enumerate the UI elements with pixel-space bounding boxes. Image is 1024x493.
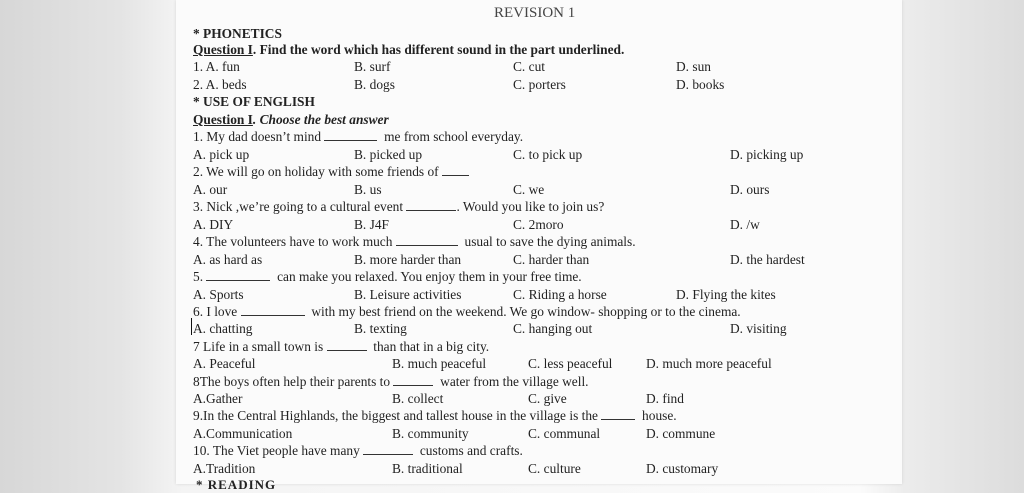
phonetics-2-option-c: C. porters bbox=[513, 77, 566, 92]
question-4-option-b: B. more harder than bbox=[354, 252, 462, 267]
question-7-option-a: A. Peaceful bbox=[193, 356, 256, 371]
question-4-stem: 4. The volunteers have to work much usual to save the dying animals. bbox=[193, 234, 636, 249]
question-8-option-b: B. collect bbox=[392, 391, 444, 406]
question-5-option-c: C. Riding a horse bbox=[513, 287, 607, 302]
question-label: Question I bbox=[193, 112, 253, 127]
question-3-stem: 3. Nick ,we’re going to a cultural event . Would you like to join us? bbox=[193, 199, 605, 214]
question-6-option-c: C. hanging out bbox=[513, 321, 593, 336]
question-3-option-a: A. DIY bbox=[193, 217, 234, 232]
question-3-option-c: C. 2moro bbox=[513, 217, 564, 232]
question-5-stem: 5. can make you relaxed. You enjoy them in your free time. bbox=[193, 269, 582, 284]
question-8-option-a: A.Gather bbox=[193, 391, 243, 406]
question-3-option-d: D. /w bbox=[730, 217, 760, 232]
question-7-option-b: B. much peaceful bbox=[392, 356, 487, 371]
question-9-option-c: C. communal bbox=[528, 426, 601, 441]
answer-blank bbox=[601, 408, 635, 420]
section-heading-use-of-english: * USE OF ENGLISH bbox=[193, 94, 315, 109]
question-10-option-d: D. customary bbox=[646, 461, 719, 476]
question-6-option-d: D. visiting bbox=[730, 321, 787, 336]
answer-blank bbox=[324, 129, 377, 141]
question-heading-phonetics bbox=[193, 42, 624, 57]
phonetics-1-option-c: C. cut bbox=[513, 59, 545, 74]
question-2-stem: 2. We will go on holiday with some friends of bbox=[193, 164, 469, 179]
question-1-stem: 1. My dad doesn’t mind me from school everyday. bbox=[193, 129, 524, 144]
question-4-option-a: A. as hard as bbox=[193, 252, 263, 267]
answer-blank bbox=[363, 443, 413, 455]
question-8-stem: 8The boys often help their parents to water from the village well. bbox=[193, 374, 589, 389]
question-10-option-a: A.Tradition bbox=[193, 461, 256, 476]
question-8-option-d: D. find bbox=[646, 391, 684, 406]
text-cursor bbox=[191, 318, 192, 335]
question-5-option-b: B. Leisure activities bbox=[354, 287, 462, 302]
section-heading-phonetics: * PHONETICS bbox=[193, 26, 282, 41]
question-8-option-c: C. give bbox=[528, 391, 567, 406]
question-7-option-d: D. much more peaceful bbox=[646, 356, 772, 371]
question-6-option-a: A. chatting bbox=[193, 321, 253, 336]
question-label: Question I bbox=[193, 42, 253, 57]
question-9-option-a: A.Communication bbox=[193, 426, 293, 441]
answer-blank bbox=[442, 164, 469, 176]
question-3-option-b: B. J4F bbox=[354, 217, 389, 232]
phonetics-1-option-a: 1. A. fun bbox=[193, 59, 240, 74]
question-6-option-b: B. texting bbox=[354, 321, 407, 336]
page-title: REVISION 1 bbox=[494, 5, 576, 21]
question-9-option-b: B. community bbox=[392, 426, 469, 441]
answer-blank bbox=[406, 199, 456, 211]
question-instruction: . Choose the best answer bbox=[252, 112, 389, 127]
question-2-option-c: C. we bbox=[513, 182, 545, 197]
question-instruction: . Find the word which has different sound in the part underlined. bbox=[252, 42, 625, 57]
question-1-option-d: D. picking up bbox=[730, 147, 804, 162]
answer-blank bbox=[241, 304, 305, 316]
question-1-option-a: A. pick up bbox=[193, 147, 250, 162]
answer-blank bbox=[396, 234, 458, 246]
question-4-option-d: D. the hardest bbox=[730, 252, 805, 267]
phonetics-1-option-b: B. surf bbox=[354, 59, 391, 74]
answer-blank bbox=[206, 269, 270, 281]
phonetics-1-option-d: D. sun bbox=[676, 59, 711, 74]
phonetics-2-option-a: 2. A. beds bbox=[193, 77, 247, 92]
question-7-option-c: C. less peaceful bbox=[528, 356, 613, 371]
answer-blank bbox=[327, 339, 367, 351]
question-6-stem: 6. I love with my best friend on the weekend. We go window- shopping or to the cinema. bbox=[193, 304, 741, 319]
question-9-option-d: D. commune bbox=[646, 426, 716, 441]
section-heading-reading: * READING bbox=[196, 477, 277, 492]
question-7-stem: 7 Life in a small town is than that in a big city. bbox=[193, 339, 490, 354]
phonetics-2-option-b: B. dogs bbox=[354, 77, 395, 92]
question-5-option-d: D. Flying the kites bbox=[676, 287, 776, 302]
question-4-option-c: C. harder than bbox=[513, 252, 590, 267]
answer-blank bbox=[393, 374, 433, 386]
question-10-option-b: B. traditional bbox=[392, 461, 463, 476]
question-5-option-a: A. Sports bbox=[193, 287, 244, 302]
question-9-stem: 9.In the Central Highlands, the biggest and tallest house in the village is the house. bbox=[193, 408, 677, 423]
question-heading-english bbox=[193, 112, 389, 127]
question-2-option-b: B. us bbox=[354, 182, 382, 197]
question-2-option-d: D. ours bbox=[730, 182, 770, 197]
question-10-stem: 10. The Viet people have many customs and crafts. bbox=[193, 443, 523, 458]
question-10-option-c: C. culture bbox=[528, 461, 581, 476]
question-1-option-c: C. to pick up bbox=[513, 147, 583, 162]
question-1-option-b: B. picked up bbox=[354, 147, 423, 162]
question-2-option-a: A. our bbox=[193, 182, 228, 197]
phonetics-2-option-d: D. books bbox=[676, 77, 725, 92]
